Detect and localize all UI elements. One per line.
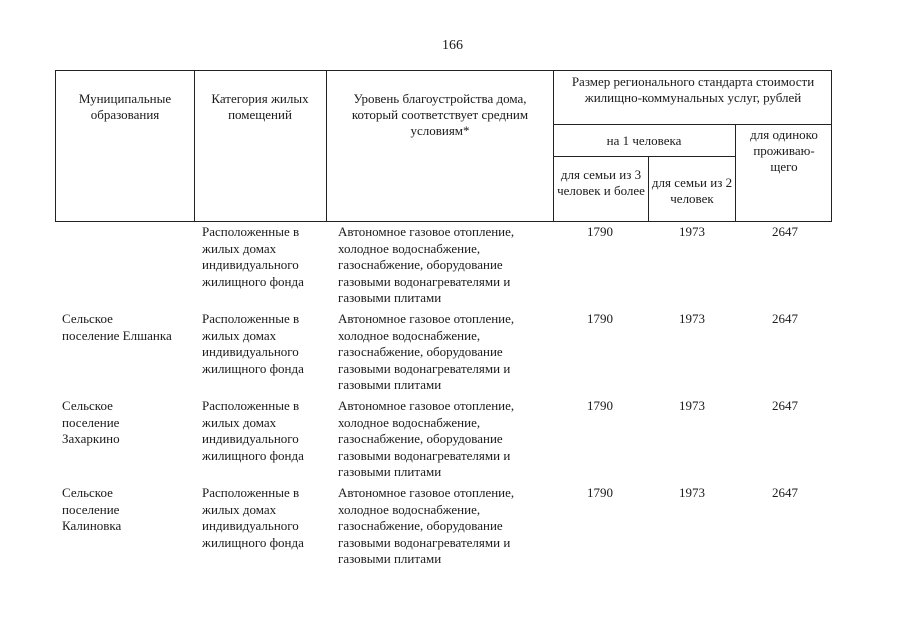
table-header [55,70,832,222]
header-municipality: Муниципальные образования [78,91,172,122]
column-divider [648,156,649,221]
value-family-3: 1790 [587,224,613,239]
row-divider [553,124,831,125]
header-family-2: для семьи из 2 человек [651,175,733,206]
row-category: Расположенные в жилых домах индивидуального жилищного фонда [202,485,304,550]
row-level: Автономное газовое отопление, холодное водоснабжение, газоснабжение, оборудование газовыми водонагревателями и газовыми плитами [338,485,515,566]
header-level: Уровень благоустройства дома, который соответствует средним условиям* [351,91,529,138]
row-level: Автономное газовое отопление, холодное водоснабжение, газоснабжение, оборудование газовыми водонагревателями и газовыми плитами [338,224,515,305]
header-family-3: для семьи из 3 человек и более [557,167,645,198]
value-single: 2647 [772,311,798,326]
header-single: для одиноко проживаю-щего [750,127,818,174]
column-divider [326,71,327,221]
column-divider [553,71,554,221]
column-divider [194,71,195,221]
row-municipality: Сельское поселение Елшанка [62,311,172,343]
value-family-3: 1790 [587,398,613,413]
header-standard: Размер регионального стандарта стоимости жилищно-коммунальных услуг, рублей [571,74,815,105]
row-category: Расположенные в жилых домах индивидуального жилищного фонда [202,224,304,289]
row-category: Расположенные в жилых домах индивидуального жилищного фонда [202,398,304,463]
row-municipality: Сельское поселение Захаркино [62,398,120,446]
value-family-2: 1973 [679,485,705,500]
value-single: 2647 [772,398,798,413]
row-category: Расположенные в жилых домах индивидуального жилищного фонда [202,311,304,376]
value-family-2: 1973 [679,398,705,413]
row-municipality: Сельское поселение Калиновка [62,485,122,533]
row-level: Автономное газовое отопление, холодное водоснабжение, газоснабжение, оборудование газовыми водонагревателями и газовыми плитами [338,311,515,392]
header-category: Категория жилых помещений [211,91,309,122]
value-single: 2647 [772,224,798,239]
row-divider [553,156,735,157]
header-per-person: на 1 человека [606,133,682,148]
value-family-3: 1790 [587,311,613,326]
value-single: 2647 [772,485,798,500]
row-level: Автономное газовое отопление, холодное водоснабжение, газоснабжение, оборудование газовыми водонагревателями и газовыми плитами [338,398,515,479]
column-divider [735,124,736,221]
value-family-2: 1973 [679,311,705,326]
page-number: 166 [442,38,463,53]
value-family-3: 1790 [587,485,613,500]
value-family-2: 1973 [679,224,705,239]
